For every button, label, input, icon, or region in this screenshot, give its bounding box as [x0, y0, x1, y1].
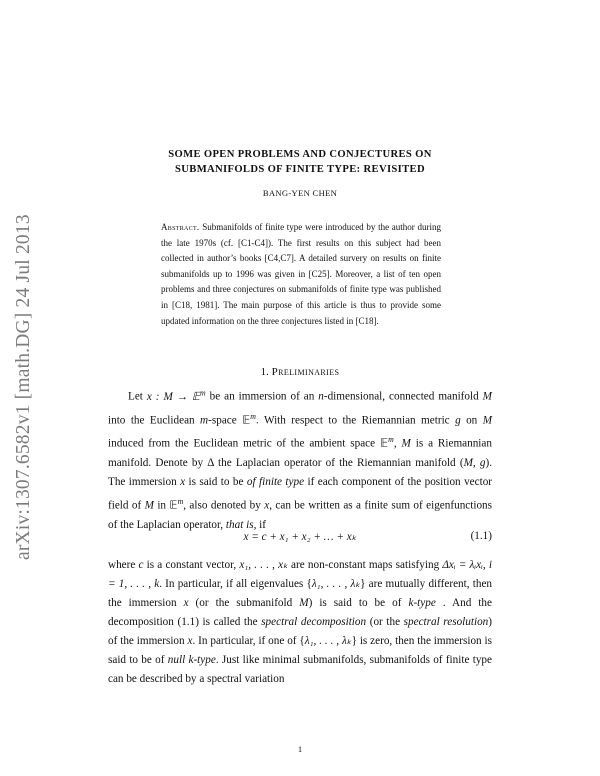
- math: x₁, . . . , xₖ: [239, 559, 288, 571]
- math: M: [401, 438, 411, 451]
- term-k-type: k-type: [408, 597, 436, 609]
- text: ) is said to be of: [308, 597, 409, 609]
- math: M: [144, 499, 154, 512]
- math: [146, 388, 206, 403]
- math: M: [482, 414, 493, 427]
- math: λ₁, . . . , λₖ: [304, 635, 352, 647]
- text: are non-constant maps satisfying: [287, 559, 443, 571]
- math: M, g: [463, 457, 486, 470]
- arxiv-identifier-text: arXiv:1307.6582v1 [math.DG] 24 Jul 2013: [13, 214, 34, 560]
- section-number: 1.: [260, 366, 269, 378]
- math: M: [299, 597, 309, 609]
- term-finite-type: of finite type: [246, 476, 305, 489]
- term-spectral-resolution: spectral resolution: [403, 616, 489, 628]
- text: m: [388, 435, 394, 445]
- text: , can be written as a finite sum of eigenfunctions of the Laplacian operator,: [108, 499, 493, 531]
- math: x: [264, 499, 270, 512]
- abstract: [161, 220, 441, 329]
- emphasis: that is,: [225, 518, 257, 531]
- text: , also denoted by: [183, 499, 265, 512]
- paper-title: [100, 147, 500, 177]
- text: } are mutually different, then the immersion: [108, 578, 492, 609]
- page-number: 1: [297, 744, 303, 754]
- title-line-1: SOME OPEN PROBLEMS AND CONJECTURES ON: [168, 149, 432, 160]
- text: } is zero, then the immersion is said to be of: [108, 635, 493, 666]
- text: if each component of the position vector field of: [108, 476, 493, 512]
- math: x: [180, 476, 186, 489]
- text: on: [460, 414, 483, 427]
- math: n: [318, 390, 324, 403]
- text: m: [200, 388, 206, 397]
- equation-body: x = c + x₁ + x₂ + … + xₖ: [243, 531, 357, 543]
- text: induced from the Euclidean metric of the ambient space 𝔼: [108, 438, 389, 451]
- math: λ₁, . . . , λₖ: [311, 578, 361, 590]
- text: m: [250, 411, 256, 421]
- text: . In particular, if one of {: [192, 635, 305, 647]
- text: . With respect to the Riemannian metric: [255, 414, 456, 427]
- math: c: [138, 559, 144, 571]
- section-heading: [100, 366, 500, 378]
- text: is a constant vector,: [143, 559, 240, 571]
- paragraph-1: [108, 383, 492, 535]
- title-line-2: SUBMANIFOLDS OF FINITE TYPE: REVISITED: [175, 164, 425, 175]
- math: Δxᵢ = λᵢxᵢ, i = 1, . . . , k: [108, 559, 492, 590]
- text: is said to be: [185, 476, 247, 489]
- abstract-text: Submanifolds of finite type were introduced by the author during the late 1970s (cf. [C1-C4]). The first results on this subject had been collected in author’s books [C4,C7]. A detailed survery on results on finite submanifolds up to 1996 was given in [C25]. Moreover, a list of ten open problems and three conjectures on submanifolds of finite type was published in [C18, 1981]. The main purpose of this article is thus to provide some updated information on the three conjectures listed in [C18].: [161, 222, 442, 326]
- text: ) of the immersion: [108, 616, 492, 647]
- text: -space 𝔼: [208, 414, 251, 427]
- text: in 𝔼: [153, 499, 178, 512]
- equation-number: (1.1): [470, 530, 492, 542]
- text: be an immersion of an: [205, 390, 319, 403]
- text: m: [177, 497, 184, 507]
- equation-1-1: [108, 530, 492, 550]
- math: m: [200, 414, 209, 427]
- text: ). The immersion: [108, 457, 492, 489]
- term-spectral-decomposition: spectral decomposition: [261, 616, 367, 628]
- math: x: [187, 635, 193, 647]
- math: x: [183, 597, 189, 609]
- text: . In particular, if all eigenvalues {: [159, 578, 312, 590]
- text: Let: [128, 390, 147, 403]
- text: if: [256, 518, 267, 531]
- text: (or the: [366, 616, 404, 628]
- author-name: BANG-YEN CHEN: [262, 188, 338, 198]
- text: where: [108, 559, 139, 571]
- text: -dimensional, connected manifold: [323, 390, 483, 403]
- abstract-label: Abstract.: [161, 222, 200, 232]
- math: M: [482, 390, 492, 403]
- text: is a Riemannian manifold. Denote by Δ the Laplacian operator of the Riemannian manifold (: [108, 438, 492, 470]
- text: into the Euclidean: [108, 414, 201, 427]
- section-title: Preliminaries: [271, 366, 340, 378]
- text: ,: [393, 438, 402, 451]
- text: x : M → 𝔼: [146, 390, 201, 403]
- text: . Just like minimal submanifolds, submanifolds of finite type can be described by a spectral variation: [108, 654, 492, 685]
- text: . And the decomposition (1.1) is called the: [108, 597, 492, 628]
- paragraph-2: [108, 556, 492, 689]
- term-null-k-type: null k-type: [167, 654, 216, 666]
- math: g: [455, 414, 461, 427]
- text: (or the submanifold: [188, 597, 300, 609]
